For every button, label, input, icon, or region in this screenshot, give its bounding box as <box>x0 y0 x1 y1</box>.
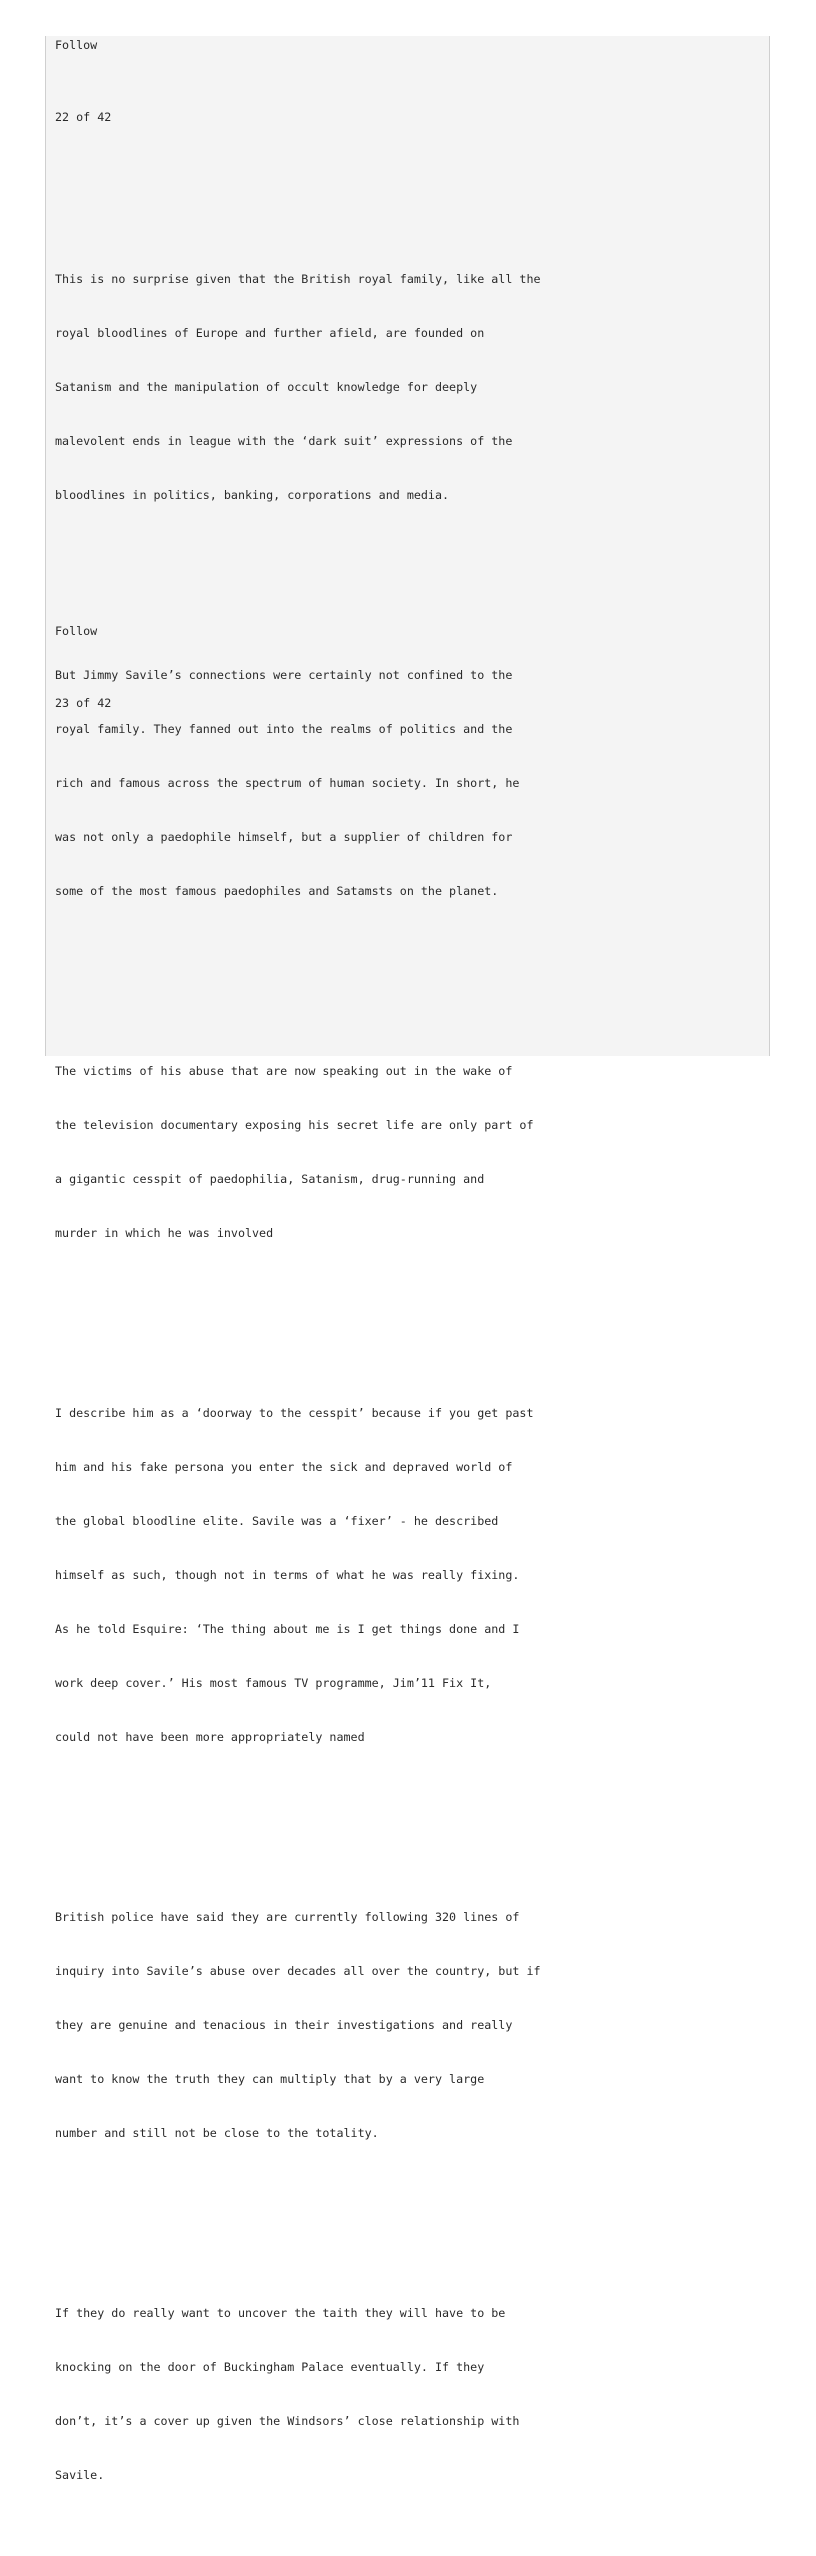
text-line: If they do really want to uncover the taith they will have to be <box>55 2306 506 2320</box>
text-line: murder in which he was involved <box>55 1226 274 1240</box>
paragraph-3 <box>55 1026 541 1278</box>
text-line: malevolent ends in league with the ‘dark suit’ expressions of the <box>55 434 513 448</box>
text-line: was not only a paedophile himself, but a supplier of children for <box>55 830 513 844</box>
text-line: British police have said they are currently following 320 lines of <box>55 1910 520 1924</box>
follow-link-top[interactable]: Follow <box>55 38 98 52</box>
paragraph-6 <box>55 2268 541 2520</box>
page-counter-bottom: 23 of 42 <box>55 696 112 710</box>
text-line: some of the most famous paedophiles and Satamsts on the planet. <box>55 884 499 898</box>
text-line: number and still not be close to the totality. <box>55 2126 379 2140</box>
text-line: rich and famous across the spectrum of human society. In short, he <box>55 776 520 790</box>
paragraph-2 <box>55 630 541 936</box>
text-line: bloodlines in politics, banking, corporations and media. <box>55 488 450 502</box>
article-body <box>55 198 541 2556</box>
text-line: they are genuine and tenacious in their investigations and really <box>55 2018 513 2032</box>
text-line: the television documentary exposing his secret life are only part of <box>55 1118 534 1132</box>
text-line: him and his fake persona you enter the sick and depraved world of <box>55 1460 513 1474</box>
text-line: The victims of his abuse that are now speaking out in the wake of <box>55 1064 513 1078</box>
page-counter-top: 22 of 42 <box>55 110 112 124</box>
text-line: work deep cover.’ His most famous TV programme, Jim’11 Fix It, <box>55 1676 492 1690</box>
text-line: inquiry into Savile’s abuse over decades all over the country, but if <box>55 1964 541 1978</box>
text-line: knocking on the door of Buckingham Palace eventually. If they <box>55 2360 485 2374</box>
text-line: royal bloodlines of Europe and further afield, are founded on <box>55 326 485 340</box>
text-line: Satanism and the manipulation of occult knowledge for deeply <box>55 380 478 394</box>
text-line: Savile. <box>55 2468 105 2482</box>
follow-link-bottom[interactable]: Follow <box>55 624 98 638</box>
paragraph-4 <box>55 1368 541 1782</box>
paragraph-gap <box>55 576 541 594</box>
text-line: don’t, it’s a cover up given the Windsors’ close relationship with <box>55 2414 520 2428</box>
paragraph-gap <box>55 972 541 990</box>
text-line: could not have been more appropriately named <box>55 1730 365 1744</box>
paragraph-gap <box>55 1314 541 1332</box>
text-line: I describe him as a ‘doorway to the cesspit’ because if you get past <box>55 1406 534 1420</box>
text-line: the global bloodline elite. Savile was a ‘fixer’ - he described <box>55 1514 499 1528</box>
paragraph-5 <box>55 1872 541 2178</box>
text-line: But Jimmy Savile’s connections were certainly not confined to the <box>55 668 513 682</box>
paragraph-gap <box>55 1818 541 1836</box>
text-line: As he told Esquire: ‘The thing about me is I get things done and I <box>55 1622 520 1636</box>
paragraph-gap <box>55 2214 541 2232</box>
text-line: This is no surprise given that the British royal family, like all the <box>55 272 541 286</box>
document-page <box>45 36 770 2482</box>
text-line: himself as such, though not in terms of what he was really fixing. <box>55 1568 520 1582</box>
text-line: want to know the truth they can multiply that by a very large <box>55 2072 485 2086</box>
paragraph-1 <box>55 234 541 540</box>
text-line: a gigantic cesspit of paedophilia, Satanism, drug-running and <box>55 1172 485 1186</box>
text-line: royal family. They fanned out into the realms of politics and the <box>55 722 513 736</box>
